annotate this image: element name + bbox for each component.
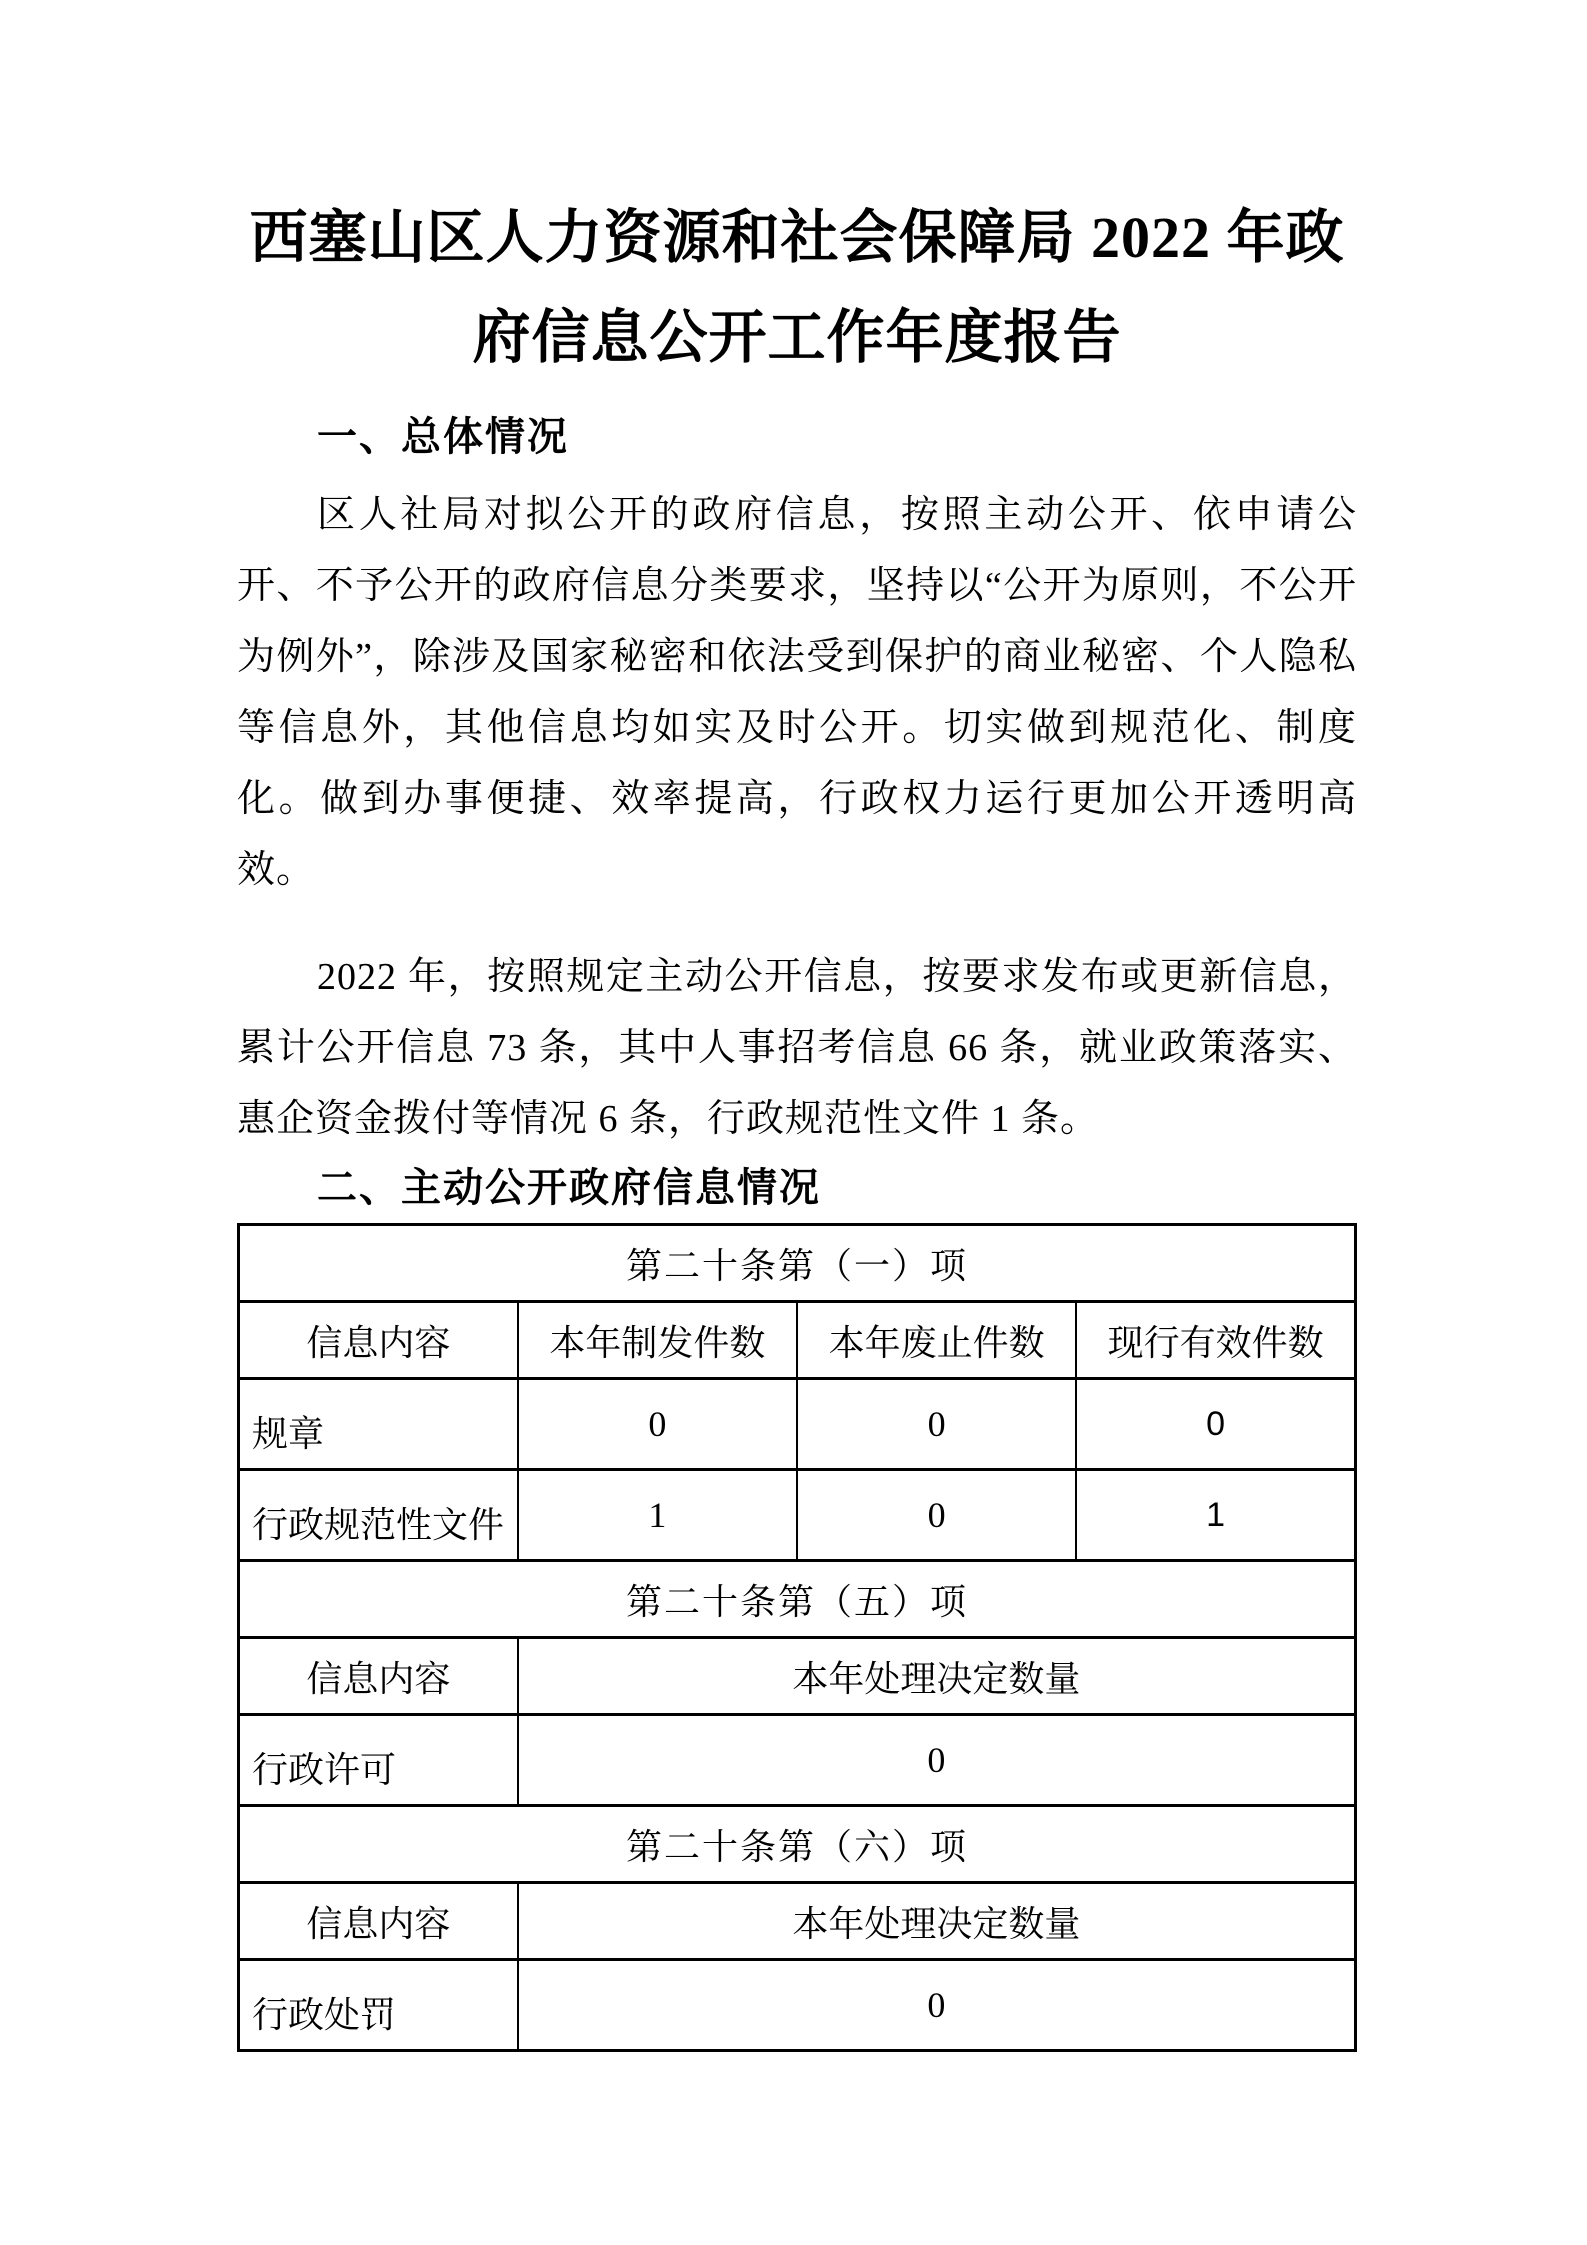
- column-header-cell: 信息内容: [239, 1883, 518, 1960]
- value-cell: 0: [518, 1379, 797, 1470]
- column-header-cell: 信息内容: [239, 1302, 518, 1379]
- value-cell: 0: [518, 1960, 1356, 2051]
- page-title-line-1: 西塞山区人力资源和社会保障局 2022 年政: [249, 205, 1345, 270]
- overview-paragraph-2: 2022 年，按照规定主动公开信息，按要求发布或更新信息，累计公开信息 73 条，其中人事招考信息 66 条，就业政策落实、惠企资金拨付等情况 6 条，行政规范性文件 1 条。: [237, 956, 1357, 1140]
- section-title-cell: 第二十条第（五）项: [239, 1561, 1356, 1638]
- table-section-2-header-row: [239, 1561, 1356, 1638]
- page-title: [237, 188, 1357, 388]
- column-header-cell: 本年废止件数: [797, 1302, 1076, 1379]
- overview-section-heading: 一、总体情况: [317, 415, 569, 459]
- table-section-2-column-header-row: [239, 1638, 1356, 1715]
- column-header-cell: 本年制发件数: [518, 1302, 797, 1379]
- value-cell: 0: [797, 1470, 1076, 1561]
- column-header-cell: 本年处理决定数量: [518, 1883, 1356, 1960]
- section-title-cell: 第二十条第（一）项: [239, 1225, 1356, 1302]
- column-header-cell: 信息内容: [239, 1638, 518, 1715]
- disclosure-table: [237, 1223, 1357, 2052]
- overview-paragraph-1: 区人社局对拟公开的政府信息，按照主动公开、依申请公开、不予公开的政府信息分类要求，坚持以“公开为原则，不公开为例外”，除涉及国家秘密和依法受到保护的商业秘密、个人隐私等信息外，其他信息均如实及时公开。切实做到规范化、制度化。做到办事便捷、效率提高，行政权力运行更加公开透明高效。: [237, 494, 1357, 891]
- table-section-3-column-header-row: [239, 1883, 1356, 1960]
- value-cell: 0: [797, 1379, 1076, 1470]
- table-section-3-header-row: [239, 1806, 1356, 1883]
- table-data-row: [239, 1715, 1356, 1806]
- value-cell: 1: [1076, 1470, 1355, 1561]
- value-cell: 0: [1076, 1379, 1355, 1470]
- disclosure-section-heading: 二、主动公开政府信息情况: [317, 1166, 821, 1210]
- row-label-cell: 行政许可: [239, 1715, 518, 1806]
- row-label-cell: 行政处罚: [239, 1960, 518, 2051]
- row-label-cell: 规章: [239, 1379, 518, 1470]
- value-cell: 1: [518, 1470, 797, 1561]
- table-data-row: [239, 1960, 1356, 2051]
- section-title-cell: 第二十条第（六）项: [239, 1806, 1356, 1883]
- page-title-line-2: 府信息公开工作年度报告: [472, 305, 1122, 370]
- table-data-row: [239, 1470, 1356, 1561]
- table-data-row: [239, 1379, 1356, 1470]
- value-cell: 0: [518, 1715, 1356, 1806]
- table-section-1-column-header-row: [239, 1302, 1356, 1379]
- row-label-cell: 行政规范性文件: [239, 1470, 518, 1561]
- table-section-1-header-row: [239, 1225, 1356, 1302]
- column-header-cell: 本年处理决定数量: [518, 1638, 1356, 1715]
- column-header-cell: 现行有效件数: [1076, 1302, 1355, 1379]
